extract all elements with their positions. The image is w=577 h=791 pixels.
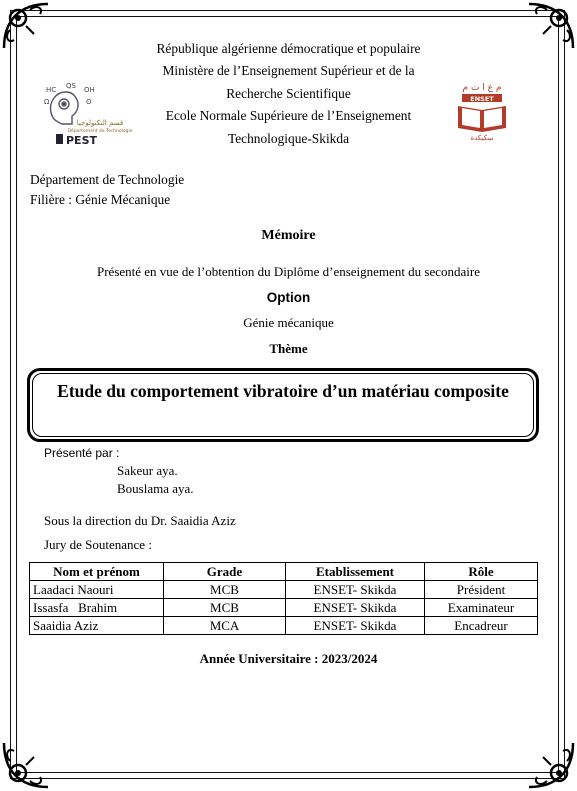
column-header: Etablissement [286,563,425,581]
theme-label: Thème [269,341,308,356]
jury-grade: MCA [164,617,286,635]
jury-grade: MCB [164,599,286,617]
thesis-title: Etude du comportement vibratoire d’un matériau composite [57,381,509,401]
corner-ornament-icon [525,739,577,791]
svg-text:Ω: Ω [44,98,50,106]
header-line: Ecole Normale Supérieure de l’Enseignement [165,108,412,124]
svg-text:PEST: PEST [66,134,98,147]
jury-role: Examinateur [425,599,538,617]
column-header: Rôle [425,563,538,581]
presented-by-label: Présenté par : [44,446,120,460]
svg-text:قسم التكنولوجيا: قسم التكنولوجيا [76,119,124,127]
svg-text:ENSET: ENSET [470,95,494,103]
svg-text:QS: QS [66,82,76,90]
header-line: Recherche Scientifique [226,85,351,101]
diploma-line: Présenté en vue de l’obtention du Diplôme d’enseignement du secondaire [96,264,481,279]
column-header: Nom et prénom [30,563,164,581]
jury-role: Président [425,581,538,599]
jury-label: Jury de Soutenance : [44,537,152,552]
department-name: Département de Technologie [30,172,185,187]
option-label: Option [266,290,311,305]
jury-name: Saaidia Aziz [30,617,164,635]
header-line: Ministère de l’Enseignement Supérieur et de la [162,63,415,79]
svg-text:Département de Technologie: Département de Technologie [67,129,133,134]
jury-establishment: ENSET- Skikda [286,599,425,617]
jury-table [29,562,538,635]
svg-text:سكيكدة: سكيكدة [470,134,494,142]
header-line: République algérienne démocratique et populaire [156,41,421,56]
table-row [30,581,538,599]
theme-box [27,368,539,442]
academic-year: Année Universitaire : 2023/2024 [199,651,378,666]
filiere: Filière : Génie Mécanique [30,191,171,207]
svg-text:OH: OH [84,86,95,94]
memoire-title: Mémoire [261,228,316,243]
corner-ornament-icon [0,739,52,791]
student-name: Sakeur aya. [117,463,178,478]
jury-name: Issasfa Brahim [30,599,164,617]
table-header-row [30,563,538,581]
option-value: Génie mécanique [243,315,334,330]
jury-role: Encadreur [425,617,538,635]
jury-establishment: ENSET- Skikda [286,581,425,599]
jury-establishment: ENSET- Skikda [286,617,425,635]
department-info [30,170,184,209]
svg-text:ʘ: ʘ [86,98,92,106]
jury-grade: MCB [164,581,286,599]
svg-text:م ع ا ت م: م ع ا ت م [462,83,502,93]
svg-text:HC: HC [46,86,57,94]
department-logo [36,78,133,150]
student-name: Bouslama aya. [117,481,194,496]
table-row [30,599,538,617]
supervisor-line: Sous la direction du Dr. Saaidia Aziz [44,513,236,528]
table-row [30,617,538,635]
header-line: Technologique-Skikda [227,130,350,146]
enset-logo [450,80,514,142]
column-header: Grade [164,563,286,581]
jury-name: Laadaci Naouri [30,581,164,599]
